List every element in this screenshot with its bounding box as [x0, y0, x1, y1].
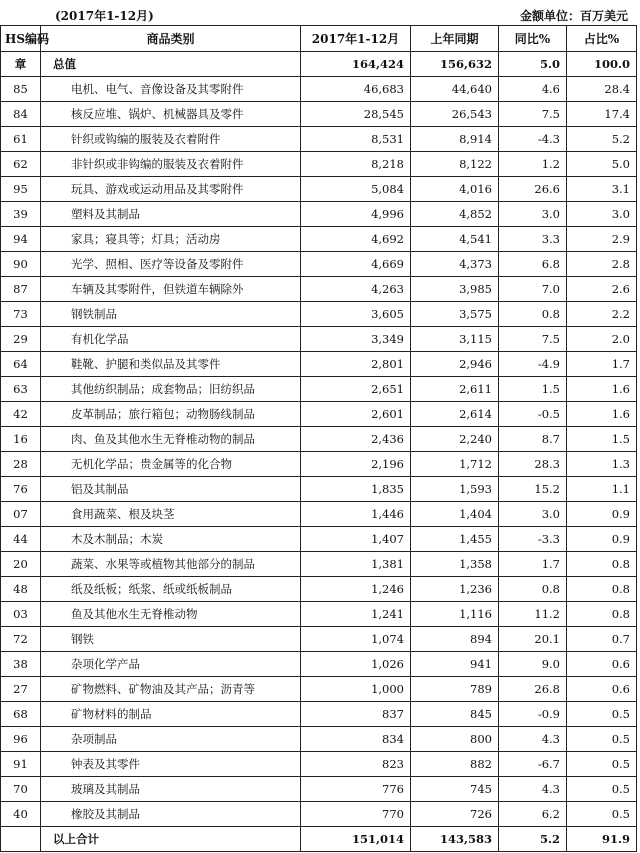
cell-code: 20 [1, 552, 41, 577]
cell-code: 96 [1, 727, 41, 752]
cell-current: 8,218 [301, 152, 411, 177]
cell-code: 38 [1, 652, 41, 677]
period-label: (2017年1-12月) [55, 9, 154, 23]
cell-yoy: 3.0 [499, 502, 567, 527]
cell-yoy: 3.0 [499, 202, 567, 227]
cell-current: 4,996 [301, 202, 411, 227]
cell-name: 鞋靴、护腿和类似品及其零件 [41, 352, 301, 377]
cell-name: 无机化学品；贵金属等的化合物 [41, 452, 301, 477]
cell-yoy: 26.8 [499, 677, 567, 702]
table-row [1, 452, 637, 477]
cell-name: 钢铁 [41, 627, 301, 652]
cell-share: 0.9 [567, 502, 637, 527]
cell-name: 肉、鱼及其他水生无脊椎动物的制品 [41, 427, 301, 452]
cell-previous: 2,240 [411, 427, 499, 452]
cell-name: 矿物燃料、矿物油及其产品；沥青等 [41, 677, 301, 702]
cell-previous: 3,115 [411, 327, 499, 352]
cell-name: 玻璃及其制品 [41, 777, 301, 802]
cell-code: 44 [1, 527, 41, 552]
cell-code: 68 [1, 702, 41, 727]
cell-share: 0.8 [567, 602, 637, 627]
cell-current: 164,424 [301, 52, 411, 77]
table-header-row [1, 26, 637, 52]
cell-yoy: -4.9 [499, 352, 567, 377]
table-row [1, 277, 637, 302]
table-row [1, 102, 637, 127]
cell-previous: 2,946 [411, 352, 499, 377]
table-row [1, 777, 637, 802]
cell-name: 铝及其制品 [41, 477, 301, 502]
cell-current: 1,074 [301, 627, 411, 652]
cell-share: 0.8 [567, 577, 637, 602]
cell-previous: 3,985 [411, 277, 499, 302]
cell-previous: 845 [411, 702, 499, 727]
cell-yoy: 1.7 [499, 552, 567, 577]
table-row [1, 677, 637, 702]
export-commodity-table [0, 25, 637, 852]
cell-code: 85 [1, 77, 41, 102]
cell-share: 1.6 [567, 377, 637, 402]
table-row [1, 177, 637, 202]
cell-name: 总值 [41, 52, 301, 77]
cell-previous: 4,852 [411, 202, 499, 227]
cell-current: 1,835 [301, 477, 411, 502]
subtotal-row [1, 827, 637, 852]
cell-current: 2,801 [301, 352, 411, 377]
table-row [1, 527, 637, 552]
cell-name: 玩具、游戏或运动用品及其零附件 [41, 177, 301, 202]
cell-share: 2.6 [567, 277, 637, 302]
column-header-current: 2017年1-12月 [301, 26, 411, 52]
cell-yoy: 1.5 [499, 377, 567, 402]
table-row [1, 302, 637, 327]
cell-previous: 3,575 [411, 302, 499, 327]
cell-code: 61 [1, 127, 41, 152]
cell-code [1, 827, 41, 852]
cell-share: 0.5 [567, 777, 637, 802]
cell-current: 1,407 [301, 527, 411, 552]
cell-name: 光学、照相、医疗等设备及零附件 [41, 252, 301, 277]
cell-share: 1.1 [567, 477, 637, 502]
unit-label: 金额单位：百万美元 [519, 9, 628, 23]
cell-current: 1,241 [301, 602, 411, 627]
cell-current: 1,000 [301, 677, 411, 702]
table-row [1, 127, 637, 152]
cell-code: 07 [1, 502, 41, 527]
cell-current: 1,246 [301, 577, 411, 602]
cell-current: 8,531 [301, 127, 411, 152]
table-row [1, 552, 637, 577]
cell-previous: 8,122 [411, 152, 499, 177]
cell-code: 63 [1, 377, 41, 402]
cell-name: 钟表及其零件 [41, 752, 301, 777]
cell-share: 0.5 [567, 727, 637, 752]
cell-name: 核反应堆、锅炉、机械器具及零件 [41, 102, 301, 127]
cell-previous: 1,404 [411, 502, 499, 527]
cell-previous: 1,116 [411, 602, 499, 627]
cell-yoy: 7.0 [499, 277, 567, 302]
table-row [1, 802, 637, 827]
cell-previous: 2,611 [411, 377, 499, 402]
cell-previous: 2,614 [411, 402, 499, 427]
cell-name: 电机、电气、音像设备及其零附件 [41, 77, 301, 102]
cell-name: 车辆及其零附件，但铁道车辆除外 [41, 277, 301, 302]
cell-previous: 44,640 [411, 77, 499, 102]
cell-name: 塑料及其制品 [41, 202, 301, 227]
cell-code: 42 [1, 402, 41, 427]
cell-code: 62 [1, 152, 41, 177]
cell-share: 2.8 [567, 252, 637, 277]
cell-current: 4,692 [301, 227, 411, 252]
column-header-category: 商品类别 [41, 26, 301, 52]
table-row [1, 602, 637, 627]
cell-current: 2,436 [301, 427, 411, 452]
cell-name: 家具；寝具等；灯具；活动房 [41, 227, 301, 252]
table-row [1, 77, 637, 102]
cell-yoy: 4.6 [499, 77, 567, 102]
cell-code: 70 [1, 777, 41, 802]
cell-code: 48 [1, 577, 41, 602]
cell-yoy: -6.7 [499, 752, 567, 777]
table-row [1, 227, 637, 252]
cell-previous: 4,016 [411, 177, 499, 202]
cell-name: 针织或钩编的服装及衣着附件 [41, 127, 301, 152]
cell-yoy: -4.3 [499, 127, 567, 152]
cell-current: 4,263 [301, 277, 411, 302]
table-row [1, 577, 637, 602]
cell-current: 823 [301, 752, 411, 777]
cell-code: 03 [1, 602, 41, 627]
cell-current: 2,196 [301, 452, 411, 477]
table-row [1, 727, 637, 752]
cell-name: 非针织或非钩编的服装及衣着附件 [41, 152, 301, 177]
cell-share: 0.6 [567, 652, 637, 677]
cell-share: 0.9 [567, 527, 637, 552]
cell-yoy: 4.3 [499, 777, 567, 802]
cell-share: 17.4 [567, 102, 637, 127]
cell-code: 39 [1, 202, 41, 227]
cell-name: 钢铁制品 [41, 302, 301, 327]
cell-previous: 156,632 [411, 52, 499, 77]
table-row [1, 752, 637, 777]
cell-yoy: 0.8 [499, 302, 567, 327]
table-row [1, 477, 637, 502]
cell-name: 有机化学品 [41, 327, 301, 352]
cell-previous: 726 [411, 802, 499, 827]
cell-current: 4,669 [301, 252, 411, 277]
cell-name: 木及木制品；木炭 [41, 527, 301, 552]
cell-name: 其他纺织制品；成套物品；旧纺织品 [41, 377, 301, 402]
cell-name: 杂项化学产品 [41, 652, 301, 677]
cell-name: 皮革制品；旅行箱包；动物肠线制品 [41, 402, 301, 427]
cell-current: 151,014 [301, 827, 411, 852]
cell-current: 837 [301, 702, 411, 727]
cell-current: 46,683 [301, 77, 411, 102]
cell-yoy: 5.2 [499, 827, 567, 852]
cell-code: 95 [1, 177, 41, 202]
cell-previous: 26,543 [411, 102, 499, 127]
cell-previous: 789 [411, 677, 499, 702]
table-row [1, 427, 637, 452]
cell-yoy: 4.3 [499, 727, 567, 752]
cell-share: 1.5 [567, 427, 637, 452]
cell-name: 蔬菜、水果等或植物其他部分的制品 [41, 552, 301, 577]
cell-current: 1,381 [301, 552, 411, 577]
cell-code: 72 [1, 627, 41, 652]
cell-share: 0.6 [567, 677, 637, 702]
cell-share: 0.8 [567, 552, 637, 577]
cell-share: 3.0 [567, 202, 637, 227]
cell-previous: 143,583 [411, 827, 499, 852]
total-row [1, 52, 637, 77]
table-row [1, 627, 637, 652]
cell-yoy: 11.2 [499, 602, 567, 627]
cell-share: 1.3 [567, 452, 637, 477]
cell-name: 以上合计 [41, 827, 301, 852]
cell-previous: 4,373 [411, 252, 499, 277]
cell-share: 100.0 [567, 52, 637, 77]
table-row [1, 402, 637, 427]
cell-share: 2.0 [567, 327, 637, 352]
cell-current: 1,026 [301, 652, 411, 677]
cell-previous: 4,541 [411, 227, 499, 252]
table-row [1, 652, 637, 677]
cell-yoy: 20.1 [499, 627, 567, 652]
cell-code: 40 [1, 802, 41, 827]
table-row [1, 202, 637, 227]
cell-share: 0.5 [567, 752, 637, 777]
cell-share: 2.9 [567, 227, 637, 252]
cell-previous: 1,358 [411, 552, 499, 577]
cell-current: 776 [301, 777, 411, 802]
cell-share: 1.6 [567, 402, 637, 427]
table-row [1, 377, 637, 402]
cell-yoy: 28.3 [499, 452, 567, 477]
cell-previous: 800 [411, 727, 499, 752]
cell-code: 87 [1, 277, 41, 302]
cell-yoy: 15.2 [499, 477, 567, 502]
cell-share: 5.0 [567, 152, 637, 177]
cell-code: 84 [1, 102, 41, 127]
cell-current: 770 [301, 802, 411, 827]
cell-code: 29 [1, 327, 41, 352]
cell-current: 3,349 [301, 327, 411, 352]
cell-share: 1.7 [567, 352, 637, 377]
table-row [1, 702, 637, 727]
cell-name: 纸及纸板；纸浆、纸或纸板制品 [41, 577, 301, 602]
cell-share: 28.4 [567, 77, 637, 102]
column-header-previous: 上年同期 [411, 26, 499, 52]
cell-yoy: 8.7 [499, 427, 567, 452]
cell-name: 鱼及其他水生无脊椎动物 [41, 602, 301, 627]
cell-yoy: 1.2 [499, 152, 567, 177]
cell-previous: 1,593 [411, 477, 499, 502]
cell-current: 2,601 [301, 402, 411, 427]
cell-previous: 894 [411, 627, 499, 652]
table-row [1, 352, 637, 377]
cell-name: 矿物材料的制品 [41, 702, 301, 727]
cell-current: 834 [301, 727, 411, 752]
table-row [1, 502, 637, 527]
cell-share: 2.2 [567, 302, 637, 327]
cell-current: 28,545 [301, 102, 411, 127]
cell-previous: 1,712 [411, 452, 499, 477]
cell-name: 杂项制品 [41, 727, 301, 752]
cell-code: 64 [1, 352, 41, 377]
cell-yoy: -0.9 [499, 702, 567, 727]
cell-yoy: 5.0 [499, 52, 567, 77]
cell-code: 90 [1, 252, 41, 277]
cell-yoy: -0.5 [499, 402, 567, 427]
cell-name: 食用蔬菜、根及块茎 [41, 502, 301, 527]
cell-yoy: 3.3 [499, 227, 567, 252]
cell-current: 2,651 [301, 377, 411, 402]
column-header-yoy: 同比% [499, 26, 567, 52]
cell-code: 91 [1, 752, 41, 777]
cell-yoy: 6.8 [499, 252, 567, 277]
cell-previous: 882 [411, 752, 499, 777]
cell-yoy: 7.5 [499, 327, 567, 352]
cell-share: 0.5 [567, 802, 637, 827]
cell-previous: 8,914 [411, 127, 499, 152]
column-header-hs-code: HS编码 [1, 26, 41, 52]
cell-previous: 1,236 [411, 577, 499, 602]
cell-share: 3.1 [567, 177, 637, 202]
cell-yoy: -3.3 [499, 527, 567, 552]
cell-code: 76 [1, 477, 41, 502]
table-row [1, 152, 637, 177]
table-row [1, 252, 637, 277]
cell-yoy: 0.8 [499, 577, 567, 602]
cell-previous: 1,455 [411, 527, 499, 552]
cell-current: 1,446 [301, 502, 411, 527]
cell-yoy: 7.5 [499, 102, 567, 127]
cell-code: 27 [1, 677, 41, 702]
cell-code: 章 [1, 52, 41, 77]
cell-previous: 745 [411, 777, 499, 802]
column-header-share: 占比% [567, 26, 637, 52]
table-caption-bar [0, 0, 640, 25]
cell-code: 28 [1, 452, 41, 477]
cell-share: 0.7 [567, 627, 637, 652]
cell-share: 0.5 [567, 702, 637, 727]
cell-yoy: 6.2 [499, 802, 567, 827]
cell-code: 73 [1, 302, 41, 327]
cell-yoy: 9.0 [499, 652, 567, 677]
table-row [1, 327, 637, 352]
cell-current: 3,605 [301, 302, 411, 327]
cell-current: 5,084 [301, 177, 411, 202]
cell-share: 5.2 [567, 127, 637, 152]
cell-code: 94 [1, 227, 41, 252]
cell-name: 橡胶及其制品 [41, 802, 301, 827]
cell-share: 91.9 [567, 827, 637, 852]
cell-previous: 941 [411, 652, 499, 677]
cell-code: 16 [1, 427, 41, 452]
cell-yoy: 26.6 [499, 177, 567, 202]
